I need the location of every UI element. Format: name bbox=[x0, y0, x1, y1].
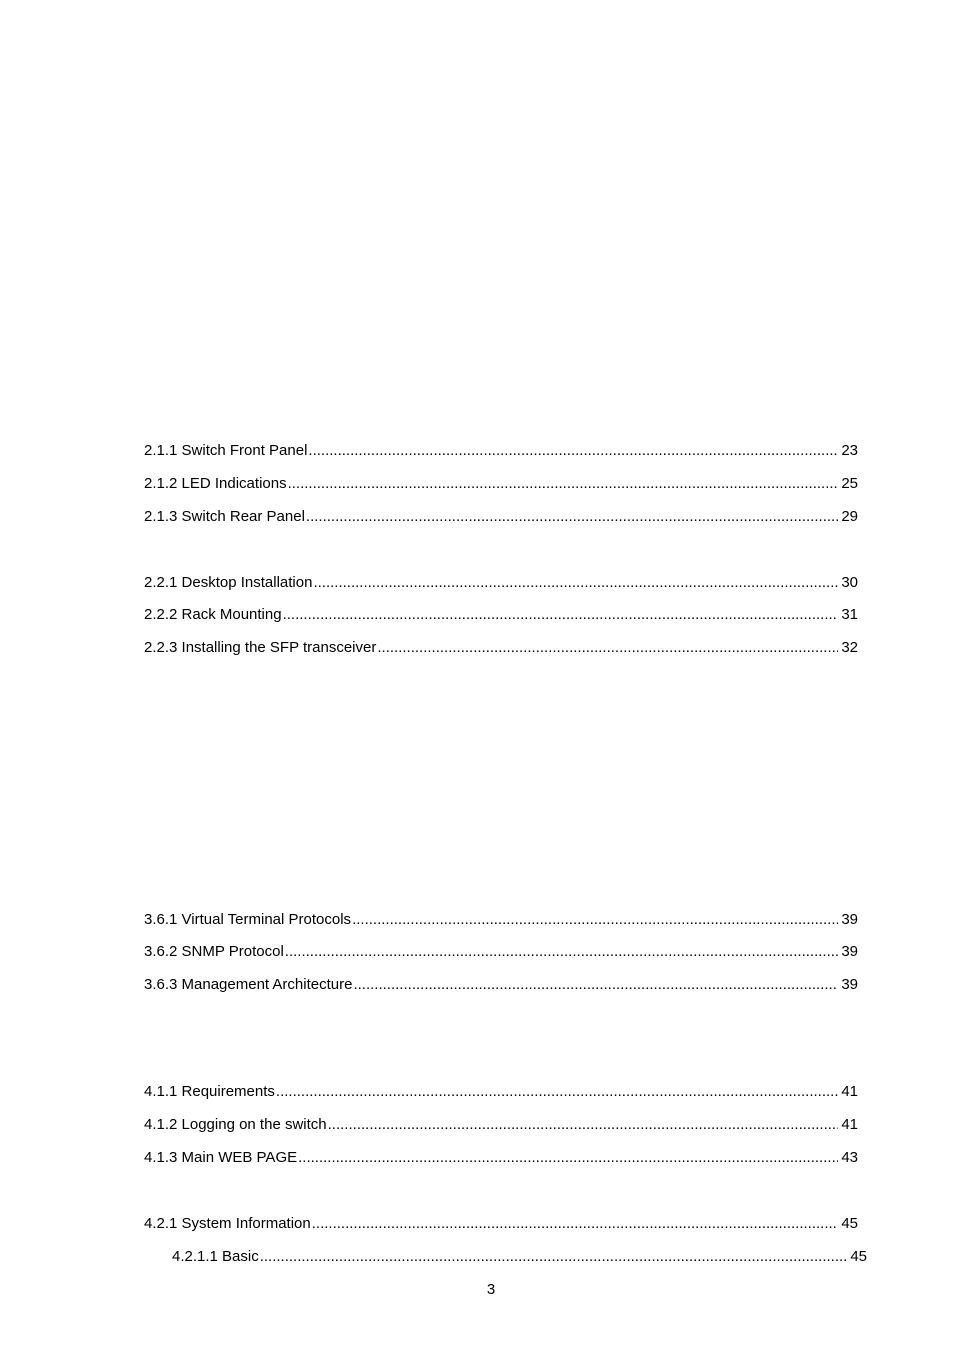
toc-entry-page-number: 30 bbox=[841, 574, 858, 591]
toc-entry-4-1-1[interactable] bbox=[144, 1082, 858, 1102]
toc-entry-2-2-3[interactable] bbox=[144, 638, 858, 658]
toc-entry-4-2-1-1[interactable] bbox=[172, 1247, 867, 1267]
toc-entry-page-number: 39 bbox=[841, 976, 858, 993]
toc-entry-label: 2.1.3 Switch Rear Panel bbox=[144, 508, 305, 525]
toc-entry-label: 4.2.1 System Information bbox=[144, 1215, 311, 1232]
dot-leader bbox=[288, 474, 839, 494]
toc-entry-page-number: 45 bbox=[841, 1215, 858, 1232]
toc-entry-2-1-3[interactable] bbox=[144, 507, 858, 527]
toc-entry-2-1-2[interactable] bbox=[144, 474, 858, 494]
toc-entry-2-1-1[interactable] bbox=[144, 441, 858, 461]
toc-entry-page-number: 31 bbox=[841, 606, 858, 623]
toc-entry-4-2-1[interactable] bbox=[144, 1214, 858, 1234]
toc-entry-label: 4.2.1.1 Basic bbox=[172, 1248, 259, 1265]
dot-leader bbox=[313, 573, 838, 593]
toc-entry-page-number: 41 bbox=[841, 1116, 858, 1133]
toc-entry-label: 3.6.1 Virtual Terminal Protocols bbox=[144, 911, 352, 928]
toc-entry-label: 2.1.2 LED Indications bbox=[144, 475, 287, 492]
toc-entry-page-number: 43 bbox=[841, 1149, 858, 1166]
toc-entry-4-1-3[interactable] bbox=[144, 1148, 858, 1168]
toc-entry-label: 2.2.3 Installing the SFP transceiver bbox=[144, 639, 377, 656]
toc-entry-page-number: 39 bbox=[841, 911, 858, 928]
toc-entry-label: 4.1.1 Requirements bbox=[144, 1083, 275, 1100]
toc-entry-3-6-1[interactable] bbox=[144, 910, 858, 930]
toc-entry-page-number: 39 bbox=[841, 943, 858, 960]
toc-entry-label: 4.1.3 Main WEB PAGE bbox=[144, 1149, 298, 1166]
toc-entry-page-number: 45 bbox=[850, 1248, 867, 1265]
toc-entry-label: 2.1.1 Switch Front Panel bbox=[144, 442, 308, 459]
toc-entry-page-number: 25 bbox=[841, 475, 858, 492]
dot-leader bbox=[308, 441, 838, 461]
toc-entry-label: 3.6.3 Management Architecture bbox=[144, 976, 353, 993]
toc-entry-label: 4.1.2 Logging on the switch bbox=[144, 1116, 327, 1133]
dot-leader bbox=[283, 605, 839, 625]
toc-entry-3-6-3[interactable] bbox=[144, 975, 858, 995]
toc-entry-page-number: 23 bbox=[841, 442, 858, 459]
dot-leader bbox=[276, 1082, 838, 1102]
dot-leader bbox=[312, 1214, 839, 1234]
toc-entry-page-number: 32 bbox=[841, 639, 858, 656]
toc-entry-4-1-2[interactable] bbox=[144, 1115, 858, 1135]
toc-entry-3-6-2[interactable] bbox=[144, 942, 858, 962]
toc-entry-2-2-2[interactable] bbox=[144, 605, 858, 625]
dot-leader bbox=[298, 1148, 838, 1168]
dot-leader bbox=[285, 942, 839, 962]
toc-entry-label: 2.2.1 Desktop Installation bbox=[144, 574, 313, 591]
toc-entry-label: 2.2.2 Rack Mounting bbox=[144, 606, 282, 623]
dot-leader bbox=[328, 1115, 839, 1135]
toc-entry-page-number: 41 bbox=[841, 1083, 858, 1100]
dot-leader bbox=[306, 507, 838, 527]
page-number: 3 bbox=[486, 1281, 496, 1298]
dot-leader bbox=[260, 1247, 848, 1267]
toc-entry-page-number: 29 bbox=[841, 508, 858, 525]
dot-leader bbox=[353, 975, 838, 995]
toc-entry-label: 3.6.2 SNMP Protocol bbox=[144, 943, 284, 960]
dot-leader bbox=[352, 910, 838, 930]
toc-entry-2-2-1[interactable] bbox=[144, 573, 858, 593]
dot-leader bbox=[377, 638, 838, 658]
